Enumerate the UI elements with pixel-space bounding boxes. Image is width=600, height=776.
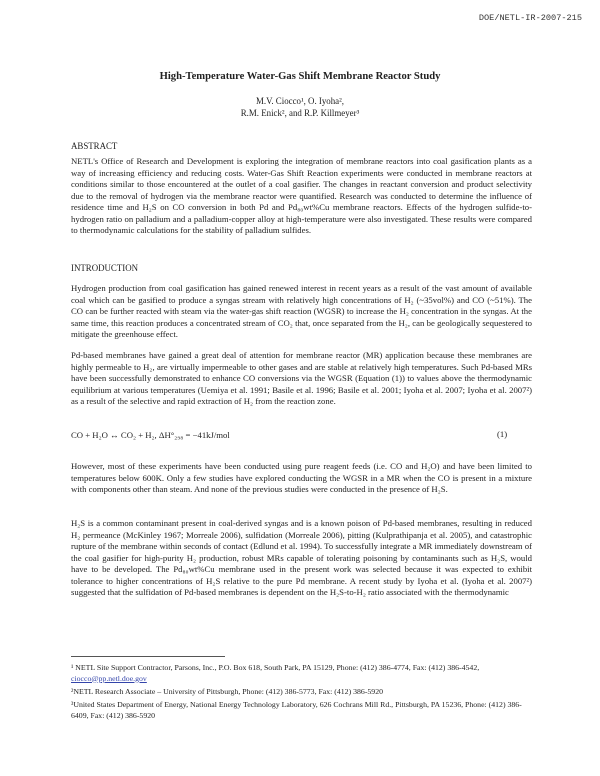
intro-paragraph-2: Pd-based membranes have gained a great deal of attention for membrane reactor (MR) application because these membranes are highly permeable to H₂, are virtually impermeable to other gases and are stable at relatively high temperatures. Such Pd-based MRs have been successfully demonstrated to enhance CO conversions via the WGSR (Equation (1)) to values above the thermodynamic equilibrium at various temperatures (Uemiya et al. 1991; Basile et al. 1996; Basile et al. 2001; Iyoha et al. 2007; Iyoha et al. 2007²) as a result of the selective and rapid extraction of H₂ from the reaction zone. [71,350,532,406]
abstract-heading: ABSTRACT [71,141,118,151]
report-id: DOE/NETL-IR-2007-215 [478,13,582,23]
author-line-1: M.V. Ciocco¹, O. Iyoha², [256,96,344,106]
footnote-2: ²NETL Research Associate – University of Pittsburgh, Phone: (412) 386-5773, Fax: (412) 386-5920 [71,687,384,696]
footnote-1-text: ¹ NETL Site Support Contractor, Parsons, Inc., P.O. Box 618, South Park, PA 15129, Phone: (412) 386-4774, Fax: (412) 386-4542, [71,663,480,672]
introduction-heading: INTRODUCTION [71,263,139,273]
intro-paragraph-1: Hydrogen production from coal gasification has gained renewed interest in recent years as a result of the vast amount of available coal which can be gasified to produce a syngas stream with relatively high concentrations of H₂ (~35vol%) and CO (~51%). The CO can be further reacted with steam via the water-gas shift reaction (WGSR) to increase the H₂ concentration in the syngas. At the same time, this reaction produces a concentrated stream of CO₂ that, once separated from the H₂, can be geologically sequestered to mitigate the greenhouse effect. [71,283,532,339]
email-link[interactable]: ciocco@pp.netl.doe.gov [71,673,147,683]
abstract-text: NETL's Office of Research and Development is exploring the integration of membrane reactors into coal gasification plants as a way of increasing efficiency and reducing costs. Water-Gas Shift Reaction experiments were conducted in membrane reactors at conditions similar to those encountered at the outlet of a coal gasifier. The changes in reactant conversion and product selectivity due to the removal of hydrogen via the membrane reactor were quantified. Research was conducted to determine the influence of residence time and H₂S on CO conversion in both Pd and Pd₈₀wt%Cu membrane reactors. Effects of the hydrogen sulfide-to-hydrogen ratio on palladium and a palladium-copper alloy at high-temperature were also investigated. These results were compared to thermodynamic calculations for the stability of palladium sulfides. [71,156,532,235]
paper-title: High-Temperature Water-Gas Shift Membrane Reactor Study [159,71,441,82]
intro-paragraph-4: H₂S is a common contaminant present in coal-derived syngas and is a known poison of Pd-based membranes, resulting in reduced H₂ permeance (McKinley 1967; Morreale 2006), sulfidation (Morreale 2006), pitting (Kulprathipanja et al. 2005), and catastrophic rupture of the membrane within seconds of contact (Edlund et al. 1994). To successfully integrate a MR immediately downstream of the coal gasifier for high-purity H₂ production, robust MRs capable of tolerating poisoning by contaminants such as H₂S, would have to be developed. The Pd₈₀wt%Cu membrane used in the present work was selected because it was expected to exhibit tolerance to higher concentrations of H₂S relative to the pure Pd membrane. A recent study by Iyoha et al. (Iyoha et al. 2007²) suggested that the sulfidation of Pd-based membranes is dependent on the H₂S-to-H₂ ratio associated with the thermodynamic [71,518,532,597]
footnote-divider [71,656,225,657]
footnote-3: ³United States Department of Energy, National Energy Technology Laboratory, 626 Cochrans Mill Rd., Pittsburgh, PA 15236, Phone: (412) 386-6409, Fax: (412) 386-5920 [71,700,522,720]
equation-number: (1) [497,429,508,439]
equation-1: CO + H₂O ↔ CO₂ + H₂, ΔH°₂₉₈ = −41kJ/mol [71,430,230,440]
intro-paragraph-3: However, most of these experiments have been conducted using pure reagent feeds (i.e. CO and H₂O) and have been limited to temperatures below 600K. Only a few studies have explored conducting the WGSR in a MR when the CO is present in a mixture with components other than steam. And none of the previous studies were conducted in the presence of H₂S. [71,461,532,494]
author-block [0,95,600,119]
footnote-1 [71,663,531,684]
author-line-2: R.M. Enick², and R.P. Killmeyer³ [240,108,360,118]
